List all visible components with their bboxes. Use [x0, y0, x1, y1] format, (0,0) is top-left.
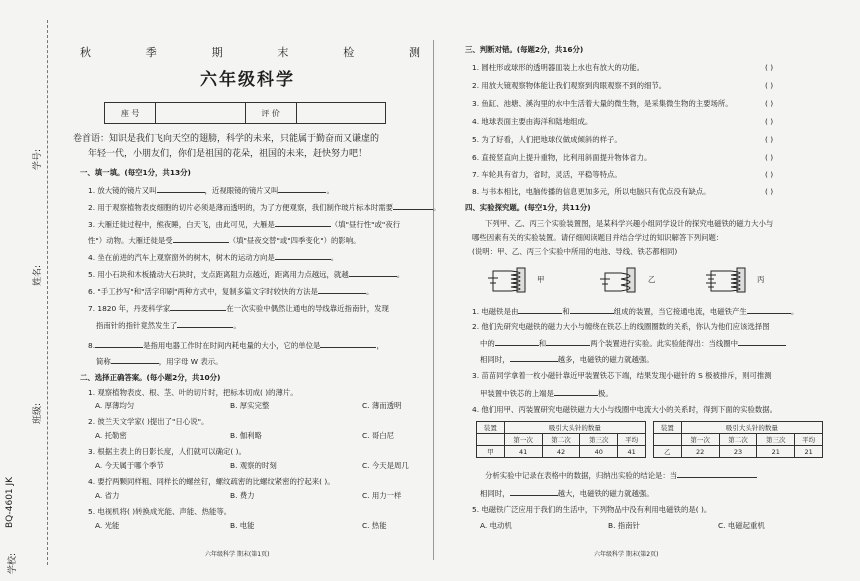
data-table-yi [653, 421, 823, 458]
table-col-device: 装置 [477, 422, 505, 434]
table-cell: 甲 [477, 446, 505, 458]
q5: 5. 用小石块和木板撬动大石块时，支点距离阻力点越近，距离用力点越远，就越 。 [88, 270, 405, 279]
title-char: 末 [277, 46, 289, 59]
table-cell: 41 [504, 446, 542, 458]
q3-cont: 性"）动物。大雁迁徙是受 （填"昼夜交替"或"四季变化"）的影响。 [88, 236, 361, 245]
choice-3-a[interactable]: A. 今天属于哪个季节 [95, 461, 164, 470]
choice-5-c[interactable]: C. 热能 [362, 521, 387, 530]
table-col: 第三次 [580, 434, 618, 446]
choice-4: 4. 要拧两颗同样粗、同样长的螺丝钉，螺纹疏密的比螺纹紧密的拧起来( )。 [88, 477, 335, 486]
name-label: 姓名: [33, 264, 43, 286]
table-col: 第一次 [504, 434, 542, 446]
class-label: 班级: [33, 402, 43, 424]
title-char: 期 [211, 46, 223, 59]
title-char: 测 [408, 46, 420, 59]
choice-3-c[interactable]: C. 今天是周几 [362, 461, 409, 470]
choice-1: 1. 观察植物表皮、根、茎、叶的切片时，把标本切成( )的薄片。 [88, 388, 298, 397]
q8-cont: 简称 ，用字母 W 表示。 [96, 357, 223, 366]
section-fill-in: 一、填一填。(每空1分，共13分) [80, 168, 191, 177]
electromagnet-diagrams [485, 262, 795, 296]
table-col: 平均 [795, 434, 823, 446]
answer-box-2[interactable]: ( ) [765, 81, 774, 90]
table-cell: 23 [719, 446, 757, 458]
choice-2-a[interactable]: A. 托勒密 [95, 431, 127, 440]
answer-box-6[interactable]: ( ) [765, 153, 774, 162]
judge-7: 7. 车轮具有省力，省时，灵活，平稳等特点。 [472, 170, 622, 179]
table-cell: 21 [795, 446, 823, 458]
seat-cell[interactable] [156, 103, 245, 124]
table-cell: 41 [618, 446, 646, 458]
title-char: 季 [145, 46, 157, 59]
footer-page-1: 六年级科学 期末(第1页) [205, 551, 270, 558]
answer-box-5[interactable]: ( ) [765, 135, 774, 144]
table-col: 第一次 [681, 434, 719, 446]
data-table-jia [476, 421, 646, 458]
grade-cell[interactable] [296, 103, 385, 124]
binding-line [47, 20, 48, 565]
seat-label: 座 号 [105, 103, 156, 124]
answer-box-4[interactable]: ( ) [765, 117, 774, 126]
exp-q5: 5. 电磁铁广泛应用于我们的生活中，下列物品中没有利用电磁铁的是( )。 [472, 505, 712, 514]
exp-q5-c[interactable]: C. 电磁起重机 [718, 521, 765, 530]
judge-8: 8. 与书本相比，电脑传播的信息更加多元，所以电脑只有优点没有缺点。 [472, 187, 711, 196]
table-cell: 42 [542, 446, 580, 458]
coil-label-yi: 乙 [648, 275, 656, 284]
coil-jia [488, 268, 525, 292]
choice-2: 2. 彼兰天文学家( )提出了"日心说"。 [88, 417, 209, 426]
exp-q3: 3. 苗苗同学拿着一枚小磁针靠近甲装置铁芯下端，结果发现小磁针的 S 极被排斥，则可推测 [472, 371, 772, 380]
exp-q4-conclusion: 相同时， 越大，电磁铁的磁力就越强。 [480, 489, 654, 498]
section-experiment: 四、实验探究题。(每空1分，共11分) [465, 203, 591, 212]
table-header: 吸引大头针的数量 [681, 422, 822, 434]
choice-3-b[interactable]: B. 观察的时刻 [230, 461, 277, 470]
q2: 2. 用于观察植物表皮细胞的切片必须是薄而透明的，为了方便观察，我们制作玻片标本时需要 。 [88, 203, 441, 212]
judge-3: 3. 鱼缸、池塘、溪沟里的水中生活着大量的微生物，是采集微生物的主要场所。 [472, 99, 733, 108]
intro-line1: 下列甲、乙、丙三个实验装置图，是某科学兴趣小组同学设计的探究电磁铁的磁力大小与 [485, 219, 774, 228]
judge-2: 2. 用放大镜观察物体能让我们观察到肉眼观察不到的细节。 [472, 81, 667, 90]
exp-q5-a[interactable]: A. 电动机 [480, 521, 512, 530]
table-cell: 22 [681, 446, 719, 458]
choice-5-b[interactable]: B. 电能 [230, 521, 255, 530]
exp-q3-cont: 甲装置中铁芯的上端是 极。 [480, 389, 613, 398]
choice-1-c[interactable]: C. 薄而透明 [362, 401, 402, 410]
exp-q2: 2. 他们先研究电磁铁的磁力大小与缠绕在铁芯上的线圈圈数的关系，你认为他们应该选择图 [472, 322, 770, 331]
judge-4: 4. 地球表面主要由海洋和陆地组成。 [472, 117, 593, 126]
judge-5: 5. 为了好看，人们把地球仪做成倾斜的样子。 [472, 135, 622, 144]
table-col: 第二次 [542, 434, 580, 446]
school-label: 学校: [8, 552, 18, 574]
q4: 4. 坐在前进的汽车上观察窗外的树木，树木的运动方向是 。 [88, 253, 339, 262]
footer-page-2: 六年级科学 期末(第2页) [594, 551, 659, 558]
table-col: 第二次 [719, 434, 757, 446]
choice-1-b[interactable]: B. 厚实完整 [230, 401, 270, 410]
message-line2: 年轻一代，小朋友们，你们是祖国的花朵，祖国的未来，赶快努力吧！ [88, 149, 368, 159]
page-divider [433, 40, 434, 560]
choice-2-c[interactable]: C. 哥白尼 [362, 431, 395, 440]
intro-line3: (说明：甲、乙、丙三个实验中所用的电池、导线、铁芯都相同) [472, 247, 678, 256]
choice-4-a[interactable]: A. 省力 [95, 491, 120, 500]
message-line1: 卷首语：知识是我们飞向天空的翅膀，科学的未来，只能属于勤奋而又谦虚的 [73, 134, 380, 144]
table-col-device: 装置 [654, 422, 682, 434]
q3: 3. 大雁迁徙过程中，熊夜睡，白天飞，由此可见，大雁是 （填"昼行性"或"夜行 [88, 220, 401, 229]
table-col: 第三次 [757, 434, 795, 446]
exp-q1: 1. 电磁铁是由 和 组成的装置，当它接通电流，电磁铁产生 。 [472, 307, 799, 316]
q7: 7. 1820 年，丹麦科学家 在一次实验中偶然让通电的导线靠近指南针，发现 [88, 304, 389, 313]
q6: 6. "手工抄写"和"活字印刷"两种方式中，复制多篇文字时较快的方法是 。 [88, 287, 374, 296]
exp-q2-end: 相同时， 越多，电磁铁的磁力就越强。 [480, 355, 654, 364]
exp-q5-b[interactable]: B. 指南针 [608, 521, 640, 530]
exam-code: BQ-4601 JK [5, 476, 15, 528]
section-choice: 二、选择正确答案。(每小题2分，共10分) [80, 373, 221, 382]
intro-line2: 哪些因素有关的实验装置。请仔细阅读题目并结合学过的知识解答下列问题： [472, 233, 724, 242]
judge-6: 6. 直接竖直向上提升重物，比利用斜面提升物体省力。 [472, 153, 652, 162]
title-row [80, 44, 420, 58]
answer-box-7[interactable]: ( ) [765, 170, 774, 179]
choice-5: 5. 电视机将( )转换成光能、声能、热能等。 [88, 507, 232, 516]
title-char: 检 [343, 46, 355, 59]
choice-4-b[interactable]: B. 费力 [230, 491, 255, 500]
choice-1-a[interactable]: A. 厚薄均匀 [95, 401, 135, 410]
coil-label-jia: 甲 [537, 275, 545, 284]
choice-3: 3. 根据主表上的日影长度，人们就可以确定( )。 [88, 447, 246, 456]
grade-label: 评 价 [245, 103, 296, 124]
table-col: 平均 [618, 434, 646, 446]
choice-5-a[interactable]: A. 光能 [95, 521, 120, 530]
exp-q4-analysis: 分析实验中记录在表格中的数据，归纳出实验的结论是：当 [485, 469, 757, 481]
coil-label-bing: 丙 [757, 275, 765, 284]
section-true-false: 三、判断对错。(每题2分，共16分) [465, 45, 584, 54]
score-table [104, 102, 386, 124]
table-cell: 40 [580, 446, 618, 458]
exp-q4: 4. 他们用甲、丙装置研究电磁铁磁力大小与线圈中电流大小的关系时，得到下面的实验数据。 [472, 405, 778, 414]
coil-yi [600, 268, 635, 292]
table-cell: 乙 [654, 446, 682, 458]
page-title: 六年级科学 [200, 70, 295, 90]
title-char: 秋 [80, 46, 91, 59]
answer-box-8[interactable]: ( ) [765, 187, 774, 196]
table-cell: 21 [757, 446, 795, 458]
answer-box-1[interactable]: ( ) [765, 63, 774, 72]
coil-bing [706, 268, 745, 292]
judge-1: 1. 圆柱形或球形的透明器皿装上水也有放大的功能。 [472, 63, 644, 72]
q7-cont: 指南针的指针竟然发生了 。 [96, 321, 241, 330]
q8: 8. 是指用电器工作时在时间内耗电量的大小，它的单位是 ， [88, 341, 384, 350]
q1: 1. 放大镜的镜片又叫 ，近视眼镜的镜片又叫 。 [88, 186, 334, 195]
choice-4-c[interactable]: C. 用力一样 [362, 491, 402, 500]
table-header: 吸引大头针的数量 [504, 422, 645, 434]
answer-box-3[interactable]: ( ) [765, 99, 774, 108]
choice-2-b[interactable]: B. 伽利略 [230, 431, 262, 440]
id-label: 学号: [33, 148, 43, 170]
exp-q2-cont: 中的 和 两个装置进行实验。此实验能得出：当线圈中 [480, 337, 786, 349]
